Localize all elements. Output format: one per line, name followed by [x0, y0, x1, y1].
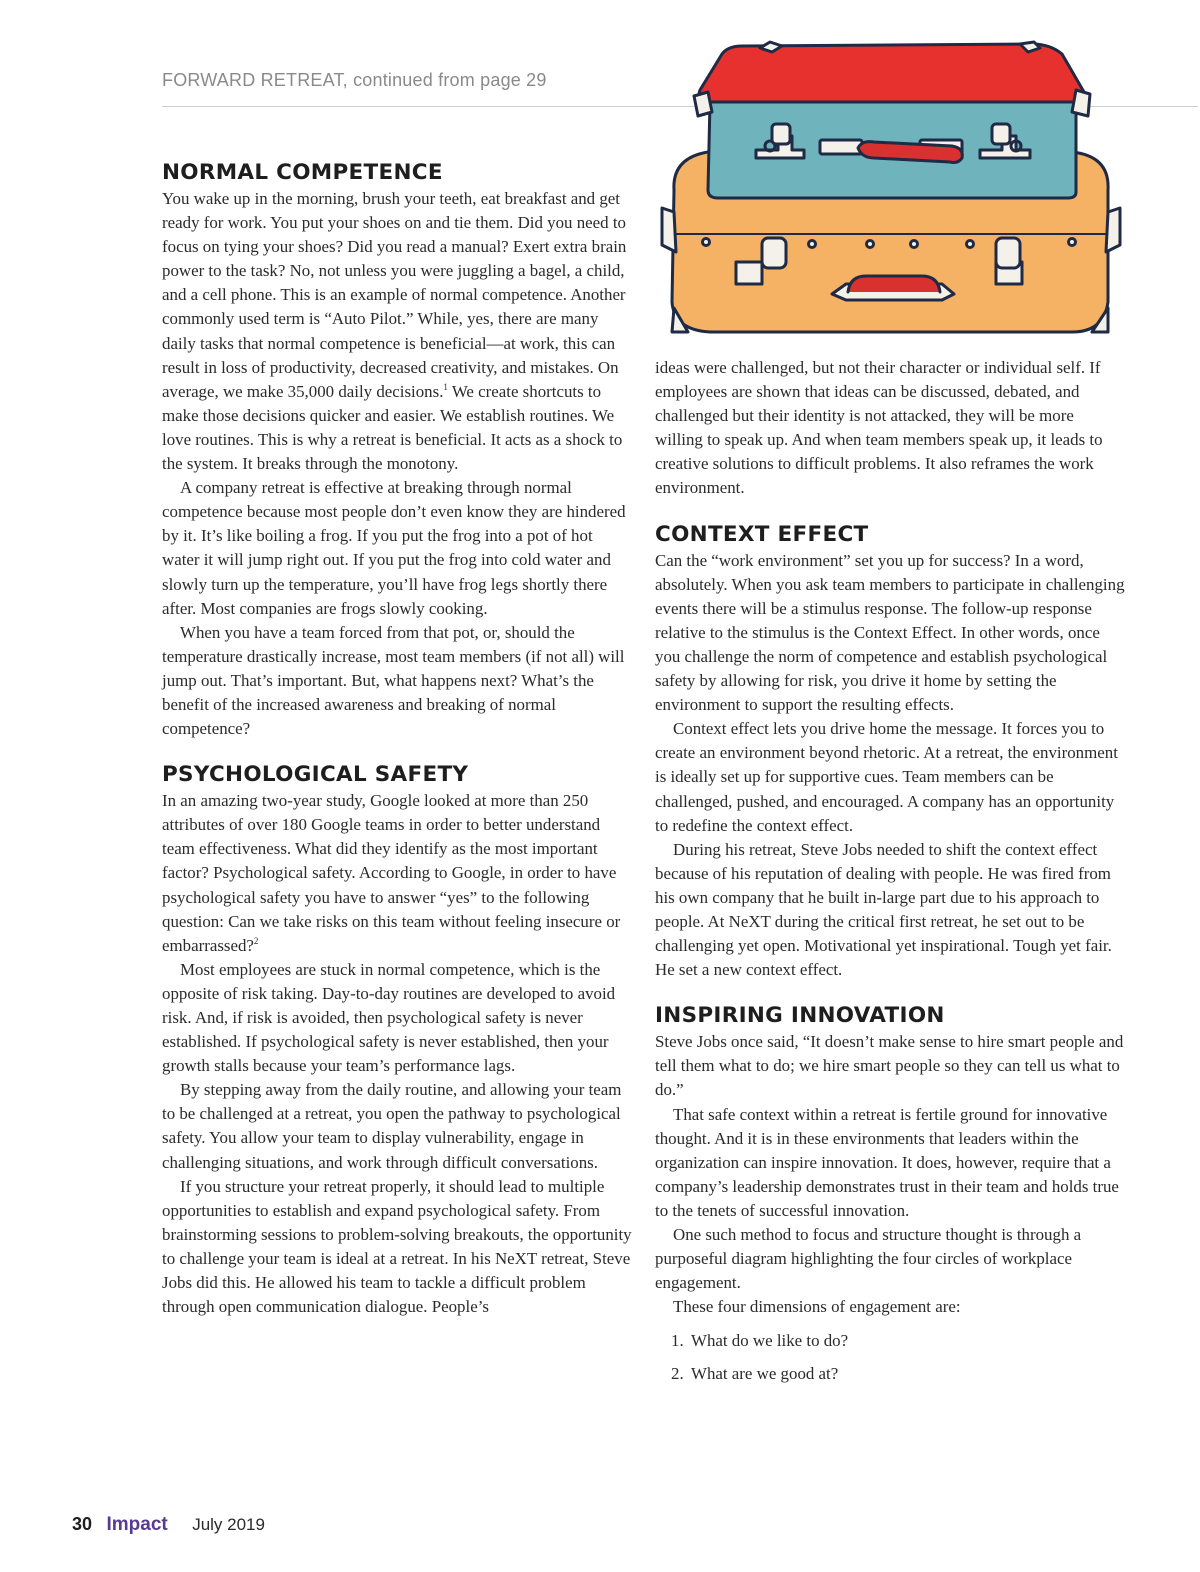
footnote-marker: 1	[443, 381, 448, 392]
stacked-suitcases-icon	[652, 40, 1128, 336]
body-paragraph: ideas were challenged, but not their character or individual self. If employees are shown that ideas can be discussed, debated, and challenged but their identity is not attacked, they will be more willing to speak up. And when team members speak up, it leads to creative solutions to difficult problems. It also reframes the work environment.	[655, 358, 1103, 498]
running-head	[162, 68, 547, 92]
issue-date: July 2019	[192, 1515, 265, 1534]
right-column	[655, 356, 1125, 1395]
list-item: 1. What do we like to do?	[671, 1331, 849, 1351]
continued-title: FORWARD RETREAT,	[162, 70, 348, 90]
section-heading: INSPIRING INNOVATION	[655, 1003, 945, 1029]
body-paragraph: When you have a team forced from that pot, or, should the temperature drastically increase, most team members (if not all) will jump out. That’s important. But, what happens next? What’s the benefit of the increased awareness and breaking of normal competence?	[162, 622, 625, 739]
body-paragraph: In an amazing two-year study, Google looked at more than 250 attributes of over 180 Google teams in order to better understand team effectiveness. What did they identify as the most important factor? Psychological safety. According to Google, in order to have psychological safety you have to answer “yes” to the following question: Can we take risks on this team without feeling insecure or embarrassed?$^2$	[162, 791, 621, 955]
page-footer	[72, 1514, 265, 1538]
body-paragraph: During his retreat, Steve Jobs needed to shift the context effect because of his reputation of dealing with people. He was fired from his own company that he built in-large part due to his approach to people. At NeXT during the critical first retreat, he set out to be challenging yet open. Motivational yet inspirational. Tough yet fair. He set a new context effect.	[655, 839, 1112, 980]
body-paragraph: If you structure your retreat properly, it should lead to multiple opportunities to establish and expand psychological safety. From brainstorming sessions to problem-solving breakouts, the opportunity to challenge your team is ideal at a retreat. In his NeXT retreat, Steve Jobs did this. He allowed his team to tackle a difficult problem through open communication dialogue. People’s	[162, 1176, 632, 1317]
body-paragraph: Context effect lets you drive home the message. It forces you to create an environment beyond rhetoric. At a retreat, the environment is ideally set up for supportive cues. Team members can be challenged, pushed, and encouraged. A company has an opportunity to redefine the context effect.	[655, 719, 1118, 835]
footnote-marker: 2	[253, 935, 259, 946]
section-heading: PSYCHOLOGICAL SAFETY	[162, 762, 469, 788]
body-paragraph: These four dimensions of engagement are:	[673, 1297, 961, 1317]
section-heading: CONTEXT EFFECT	[655, 521, 869, 547]
section-heading: NORMAL COMPETENCE	[162, 160, 443, 185]
body-paragraph: Steve Jobs once said, “It doesn’t make sense to hire smart people and tell them what to do; we hire smart people so they can tell us what to do.”	[655, 1032, 1124, 1100]
list-item: 2. What are we good at?	[671, 1364, 839, 1384]
left-column	[162, 159, 634, 1319]
engagement-list	[655, 1329, 1125, 1386]
body-paragraph: By stepping away from the daily routine, and allowing your team to be challenged at a retreat, you open the pathway to psychological safety. You allow your team to display vulnerability, engage in challenging situations, and work through difficult conversations.	[162, 1080, 622, 1172]
body-paragraph: Most employees are stuck in normal competence, which is the opposite of risk taking. Day-to-day routines are developed to avoid risk. And, if risk is avoided, then psychological safety is never established. If psychological safety is never established, then your growth stalls because your team’s performance lags.	[162, 959, 616, 1076]
body-paragraph: A company retreat is effective at breaking through normal competence because most people don’t even know they are hindered by it. It’s like boiling a frog. If you put the frog into a pot of hot water it will jump right out. If you put the frog into cold water and slowly turn up the temperature, you’ll have frog legs shortly there after. Most companies are frogs slowly cooking.	[162, 478, 626, 618]
publication-name: Impact	[106, 1514, 168, 1535]
body-paragraph: Can the “work environment” set you up for success? In a word, absolutely. When you ask team members to participate in challenging events there will be a stimulus response. The follow-up response relative to the stimulus is the Context Effect. In other words, once you challenge the norm of competence and establish psychological safety by allowing for risk, you drive it home by setting the environment to support the resulting effects.	[655, 550, 1125, 715]
body-paragraph: That safe context within a retreat is fertile ground for innovative thought. And it is in these environments that leaders within the organization can inspire innovation. It does, however, require that a company’s leadership demonstrates trust in their team and holds true to the tenets of successful innovation.	[655, 1104, 1119, 1220]
body-paragraph: One such method to focus and structure thought is through a purposeful diagram highlighting the four circles of workplace engagement.	[655, 1225, 1082, 1293]
continued-from: continued from page 29	[347, 70, 547, 90]
page-number: 30	[72, 1514, 93, 1534]
body-paragraph: You wake up in the morning, brush your teeth, eat breakfast and get ready for work. You put your shoes on and tie them. Did you need to focus on tying your shoes? Did you read a manual? Exert extra brain power to the task? No, not unless you were juggling a bagel, a child, and a cell phone. This is an example of normal competence. Another commonly used term is “Auto Pilot.” While, yes, there are many daily tasks that normal competence is beneficial—at work, this can result in loss of productivity, decreased creativity, and mistakes. On average, we make 35,000 daily decisions.$^1$ We create shortcuts to make those decisions quicker and easier. We establish routines. We love routines. This is why a retreat is beneficial. It acts as a shock to the system. It breaks through the monotony.	[162, 189, 627, 474]
